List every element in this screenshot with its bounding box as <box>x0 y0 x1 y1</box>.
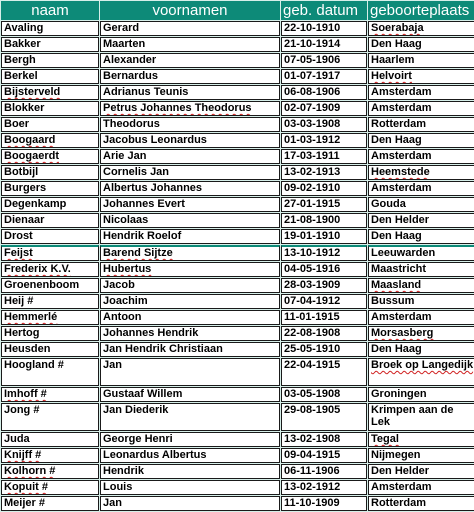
header-naam: naam <box>1 1 99 20</box>
cell-naam: Heij # <box>1 294 99 309</box>
table-row <box>1 149 474 164</box>
cell-voornamen: Hendrik <box>100 464 280 479</box>
table-row <box>1 69 474 84</box>
table-row <box>1 133 474 148</box>
table-row <box>1 432 474 447</box>
table-row <box>1 37 474 52</box>
cell-datum: 21-08-1900 <box>281 213 367 228</box>
cell-naam: Boer <box>1 117 99 132</box>
cell-voornamen: Gerard <box>100 21 280 36</box>
cell-plaats: Rotterdam <box>368 117 474 132</box>
table-row <box>1 101 474 116</box>
cell-naam: Boogaard <box>1 133 99 148</box>
header-geboorteplaats: geboorteplaats <box>368 1 474 20</box>
cell-naam: Bakker <box>1 37 99 52</box>
cell-naam: Imhoff # <box>1 387 99 402</box>
cell-datum: 22-04-1915 <box>281 358 367 386</box>
cell-naam: Dienaar <box>1 213 99 228</box>
cell-datum: 28-03-1909 <box>281 278 367 293</box>
table-row <box>1 53 474 68</box>
cell-naam: Kopuit # <box>1 480 99 495</box>
cell-naam: Kolhorn # <box>1 464 99 479</box>
cell-plaats: Den Helder <box>368 213 474 228</box>
cell-plaats: Maasland <box>368 278 474 293</box>
cell-plaats: Tegal <box>368 432 474 447</box>
cell-voornamen: Johannes Hendrik <box>100 326 280 341</box>
cell-naam: Burgers <box>1 181 99 196</box>
cell-datum: 11-01-1915 <box>281 310 367 325</box>
table-row <box>1 197 474 212</box>
header-row <box>1 1 474 20</box>
cell-datum: 09-04-1915 <box>281 448 367 463</box>
cell-voornamen: Johannes Evert <box>100 197 280 212</box>
cell-plaats: Groningen <box>368 387 474 402</box>
cell-voornamen: Gustaaf Willem <box>100 387 280 402</box>
cell-datum: 21-10-1914 <box>281 37 367 52</box>
cell-datum: 27-01-1915 <box>281 197 367 212</box>
cell-naam: Degenkamp <box>1 197 99 212</box>
cell-datum: 06-08-1906 <box>281 85 367 100</box>
cell-plaats: Amsterdam <box>368 85 474 100</box>
header-voornamen: voornamen <box>100 1 280 20</box>
cell-voornamen: Jan <box>100 496 280 511</box>
header-geb-datum: geb. datum <box>281 1 367 20</box>
cell-voornamen: Antoon <box>100 310 280 325</box>
cell-naam: Hemmerlé <box>1 310 99 325</box>
table-row <box>1 310 474 325</box>
cell-voornamen: Jacob <box>100 278 280 293</box>
cell-voornamen: Joachim <box>100 294 280 309</box>
table-row <box>1 387 474 402</box>
cell-datum: 11-10-1909 <box>281 496 367 511</box>
table-row <box>1 262 474 277</box>
cell-naam: Frederix K.V. <box>1 262 99 277</box>
cell-voornamen: Hendrik Roelof <box>100 229 280 244</box>
cell-plaats: Morsasberg <box>368 326 474 341</box>
cell-plaats: Amsterdam <box>368 149 474 164</box>
cell-voornamen: Barend Sijtze <box>100 245 280 261</box>
cell-voornamen: Jacobus Leonardus <box>100 133 280 148</box>
cell-plaats: Leeuwarden <box>368 245 474 261</box>
cell-plaats: Broek op Langedijk <box>368 358 474 386</box>
cell-naam: Groenenboom <box>1 278 99 293</box>
cell-plaats: Amsterdam <box>368 480 474 495</box>
cell-naam: Feijst <box>1 245 99 261</box>
cell-plaats: Den Haag <box>368 37 474 52</box>
cell-naam: Meijer # <box>1 496 99 511</box>
cell-voornamen: Jan Hendrik Christiaan <box>100 342 280 357</box>
cell-plaats: Den Helder <box>368 464 474 479</box>
cell-voornamen: George Henri <box>100 432 280 447</box>
cell-datum: 01-03-1912 <box>281 133 367 148</box>
cell-datum: 13-02-1913 <box>281 165 367 180</box>
table-row <box>1 21 474 36</box>
cell-datum: 02-07-1909 <box>281 101 367 116</box>
cell-datum: 03-05-1908 <box>281 387 367 402</box>
cell-naam: Hoogland # <box>1 358 99 386</box>
cell-datum: 17-03-1911 <box>281 149 367 164</box>
cell-naam: Avaling <box>1 21 99 36</box>
cell-datum: 29-08-1905 <box>281 403 367 431</box>
cell-naam: Bijsterveld <box>1 85 99 100</box>
cell-datum: 22-10-1910 <box>281 21 367 36</box>
table-row <box>1 464 474 479</box>
table-row <box>1 245 474 261</box>
cell-plaats: Nijmegen <box>368 448 474 463</box>
cell-plaats: Helvoirt <box>368 69 474 84</box>
table-row <box>1 480 474 495</box>
table-row <box>1 342 474 357</box>
table-row <box>1 326 474 341</box>
cell-datum: 04-05-1916 <box>281 262 367 277</box>
table-row <box>1 117 474 132</box>
cell-plaats: Amsterdam <box>368 101 474 116</box>
cell-voornamen: Maarten <box>100 37 280 52</box>
cell-naam: Drost <box>1 229 99 244</box>
cell-voornamen: Louis <box>100 480 280 495</box>
cell-plaats: Gouda <box>368 197 474 212</box>
cell-datum: 09-02-1910 <box>281 181 367 196</box>
cell-voornamen: Adrianus Teunis <box>100 85 280 100</box>
cell-voornamen: Theodorus <box>100 117 280 132</box>
cell-voornamen: Bernardus <box>100 69 280 84</box>
cell-datum: 07-04-1912 <box>281 294 367 309</box>
cell-voornamen: Cornelis Jan <box>100 165 280 180</box>
table-row <box>1 278 474 293</box>
cell-datum: 06-11-1906 <box>281 464 367 479</box>
cell-voornamen: Alexander <box>100 53 280 68</box>
cell-plaats: Maastricht <box>368 262 474 277</box>
cell-datum: 19-01-1910 <box>281 229 367 244</box>
cell-voornamen: Arie Jan <box>100 149 280 164</box>
cell-datum: 03-03-1908 <box>281 117 367 132</box>
cell-naam: Knijff # <box>1 448 99 463</box>
cell-datum: 13-10-1912 <box>281 245 367 261</box>
table-row <box>1 181 474 196</box>
cell-naam: Hertog <box>1 326 99 341</box>
cell-naam: Blokker <box>1 101 99 116</box>
table-row <box>1 403 474 431</box>
cell-plaats: Den Haag <box>368 229 474 244</box>
cell-plaats: Amsterdam <box>368 181 474 196</box>
cell-plaats: Rotterdam <box>368 496 474 511</box>
cell-naam: Berkel <box>1 69 99 84</box>
table-row <box>1 358 474 386</box>
cell-voornamen: Jan Diederik <box>100 403 280 431</box>
table-row <box>1 85 474 100</box>
cell-datum: 22-08-1908 <box>281 326 367 341</box>
cell-naam: Juda <box>1 432 99 447</box>
cell-plaats: Amsterdam <box>368 310 474 325</box>
cell-plaats: Den Haag <box>368 342 474 357</box>
cell-plaats: Den Haag <box>368 133 474 148</box>
cell-voornamen: Nicolaas <box>100 213 280 228</box>
cell-datum: 01-07-1917 <box>281 69 367 84</box>
cell-naam: Jong # <box>1 403 99 431</box>
cell-plaats: Heemstede <box>368 165 474 180</box>
cell-voornamen: Albertus Johannes <box>100 181 280 196</box>
cell-plaats: Haarlem <box>368 53 474 68</box>
cell-datum: 13-02-1912 <box>281 480 367 495</box>
table-row <box>1 294 474 309</box>
table-row <box>1 165 474 180</box>
cell-voornamen: Leonardus Albertus <box>100 448 280 463</box>
cell-voornamen: Jan <box>100 358 280 386</box>
cell-datum: 25-05-1910 <box>281 342 367 357</box>
cell-voornamen: Hubertus <box>100 262 280 277</box>
cell-plaats: Bussum <box>368 294 474 309</box>
cell-datum: 13-02-1908 <box>281 432 367 447</box>
cell-naam: Botbijl <box>1 165 99 180</box>
cell-voornamen: Petrus Johannes Theodorus <box>100 101 280 116</box>
table-row <box>1 229 474 244</box>
cell-datum: 07-05-1906 <box>281 53 367 68</box>
table-row <box>1 448 474 463</box>
cell-plaats: Krimpen aan de Lek <box>368 403 474 431</box>
table-row <box>1 213 474 228</box>
cell-naam: Heusden <box>1 342 99 357</box>
cell-naam: Boogaerdt <box>1 149 99 164</box>
cell-plaats: Soerabaja <box>368 21 474 36</box>
cell-naam: Bergh <box>1 53 99 68</box>
